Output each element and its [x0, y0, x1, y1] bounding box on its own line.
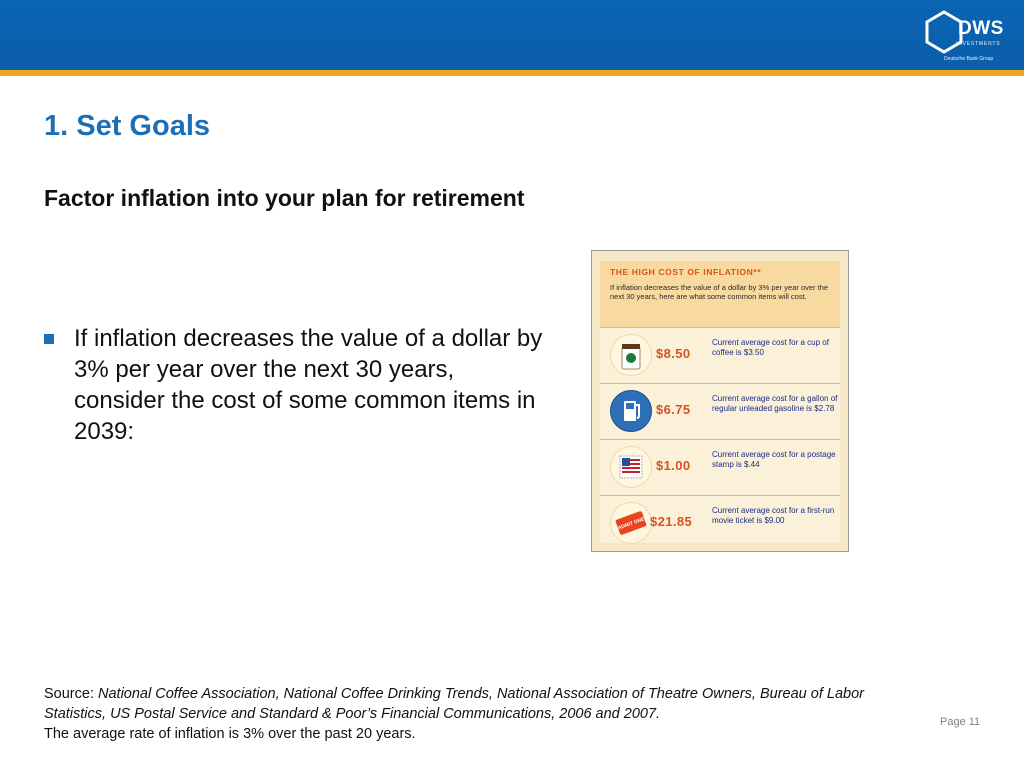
square-bullet-icon	[44, 334, 54, 344]
dws-logo	[924, 8, 1014, 64]
desc-coffee: Current average cost for a cup of coffee is $3.50	[712, 338, 829, 357]
logo-subtext: INVESTMENTS	[956, 41, 1001, 47]
price-coffee: $8.50	[656, 346, 691, 361]
page-title: 1. Set Goals	[44, 110, 211, 142]
movie-ticket-icon	[610, 502, 652, 544]
postage-stamp-icon	[610, 446, 652, 488]
info-row-stamp	[600, 439, 840, 496]
source-note	[44, 684, 924, 744]
info-row-gasoline	[600, 383, 840, 440]
page-subtitle: Factor inflation into your plan for retirement	[44, 185, 525, 211]
price-movie: $21.85	[650, 514, 693, 529]
desc-movie: Current average cost for a first-run movie ticket is $9.00	[712, 506, 835, 525]
inflation-infographic	[591, 250, 849, 552]
header-bar	[0, 0, 1024, 70]
logo-text: DWS	[958, 18, 1004, 39]
infographic-intro: If inflation decreases the value of a dollar by 3% per year over the next 30 years, here are what some common items will cost.	[610, 283, 829, 301]
source-label: Source:	[44, 686, 94, 702]
price-stamp: $1.00	[656, 458, 691, 473]
page-number: Page 11	[940, 716, 981, 728]
coffee-cup-icon	[610, 334, 652, 376]
header-accent-stripe	[0, 70, 1024, 76]
ticket-text: ADMIT ONE	[617, 516, 646, 532]
infographic-title: THE HIGH COST OF INFLATION**	[610, 267, 762, 277]
desc-stamp: Current average cost for a postage stamp is $.44	[712, 450, 836, 469]
source-citation: National Coffee Association, National Coffee Drinking Trends, National Association of Theatre Owners, Bureau of Labor Statistics, US Postal Service and Standard & Poor’s Financial Communications, 2006 and 2007.	[44, 686, 864, 722]
info-row-coffee	[600, 327, 840, 384]
info-row-movie	[600, 495, 840, 544]
logo-group-text: Deutsche Bank Group	[944, 56, 994, 62]
infographic-panel	[600, 261, 840, 543]
desc-gasoline: Current average cost for a gallon of regular unleaded gasoline is $2.78	[712, 394, 838, 413]
infographic-header	[600, 261, 840, 327]
bullet-text: If inflation decreases the value of a dollar by 3% per year over the next 30 years, consider the cost of some common items in 2039:	[74, 325, 543, 445]
inflation-note: The average rate of inflation is 3% over the past 20 years.	[44, 726, 416, 742]
gas-pump-icon	[610, 390, 652, 432]
price-gasoline: $6.75	[656, 402, 691, 417]
